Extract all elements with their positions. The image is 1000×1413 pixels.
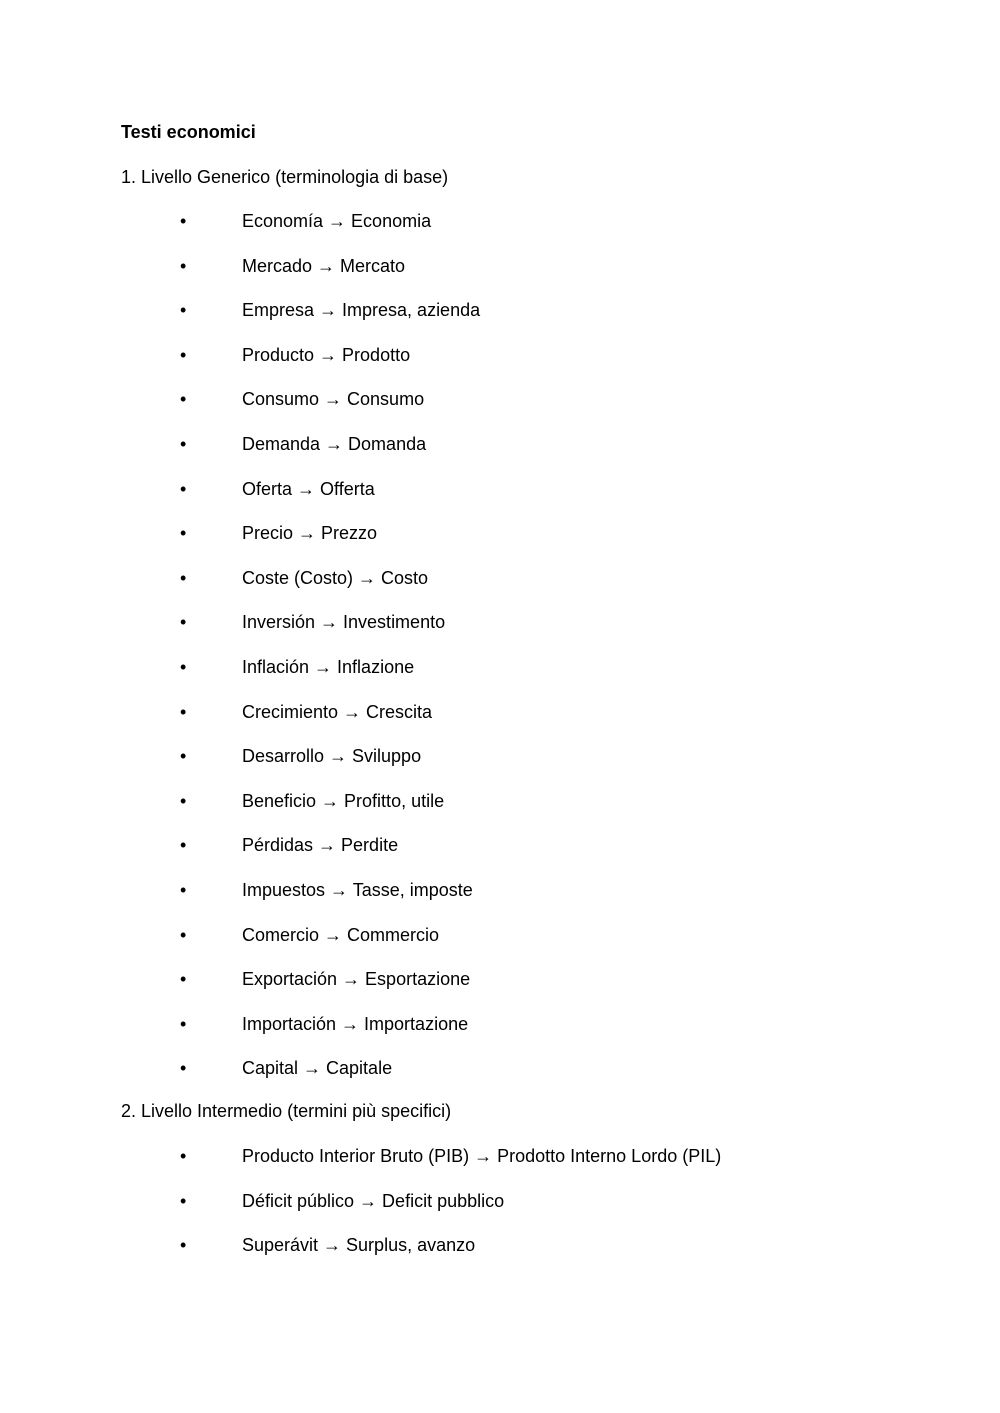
list-item	[0, 789, 1000, 834]
term-translation: Exportación → Esportazione	[242, 969, 471, 990]
bullet-icon: •	[180, 746, 187, 767]
list-item	[0, 1233, 1000, 1278]
list-item	[0, 967, 1000, 1012]
list-item	[0, 744, 1000, 789]
term-translation: Beneficio → Profitto, utile	[242, 790, 445, 811]
term-translation: Empresa → Impresa, azienda	[242, 300, 481, 321]
list-item	[0, 566, 1000, 611]
bullet-icon: •	[180, 300, 187, 321]
list-item	[0, 254, 1000, 299]
term-translation: Capital → Capitale	[242, 1058, 393, 1079]
list-item	[0, 700, 1000, 745]
bullet-icon: •	[180, 835, 187, 856]
term-translation: Inflación → Inflazione	[242, 656, 415, 677]
term-translation: Demanda → Domanda	[242, 433, 427, 454]
term-translation: Consumo → Consumo	[242, 389, 425, 410]
bullet-icon: •	[180, 612, 187, 633]
term-translation: Inversión → Investimento	[242, 612, 446, 633]
bullet-icon: •	[180, 1058, 187, 1079]
bullet-icon: •	[180, 523, 187, 544]
bullet-icon: •	[180, 1190, 187, 1211]
bullet-icon: •	[180, 656, 187, 677]
bullet-icon: •	[180, 790, 187, 811]
bullet-icon: •	[180, 344, 187, 365]
section-heading-generic: 1. Livello Generico (terminologia di base)	[121, 167, 449, 187]
bullet-icon: •	[180, 389, 187, 410]
section-heading-intermediate: 2. Livello Intermedio (termini più specifici)	[121, 1101, 452, 1121]
term-translation: Pérdidas → Perdite	[242, 835, 399, 856]
term-translation: Déficit público → Deficit pubblico	[242, 1190, 505, 1211]
bullet-icon: •	[180, 433, 187, 454]
list-item	[0, 1012, 1000, 1057]
bullet-icon: •	[180, 1013, 187, 1034]
list-item	[0, 878, 1000, 923]
list-item	[0, 1056, 1000, 1101]
bullet-icon: •	[180, 567, 187, 588]
document-title: Testi economici	[121, 122, 256, 142]
term-translation: Impuestos → Tasse, imposte	[242, 879, 473, 900]
term-translation: Coste (Costo) → Costo	[242, 567, 429, 588]
list-item	[0, 923, 1000, 968]
bullet-icon: •	[180, 879, 187, 900]
list-item	[0, 1189, 1000, 1234]
bullet-icon: •	[180, 1235, 187, 1256]
list-item	[0, 1144, 1000, 1189]
term-list-generic	[0, 209, 1000, 1101]
list-item	[0, 477, 1000, 522]
list-item	[0, 387, 1000, 432]
term-translation: Oferta → Offerta	[242, 478, 375, 499]
term-translation: Mercado → Mercato	[242, 255, 406, 276]
bullet-icon: •	[180, 924, 187, 945]
term-translation: Comercio → Commercio	[242, 924, 440, 945]
term-translation: Desarrollo → Sviluppo	[242, 746, 422, 767]
list-item	[0, 343, 1000, 388]
list-item	[0, 610, 1000, 655]
term-translation: Crecimiento → Crescita	[242, 701, 433, 722]
list-item	[0, 209, 1000, 254]
list-item	[0, 833, 1000, 878]
list-item	[0, 432, 1000, 477]
list-item	[0, 298, 1000, 343]
bullet-icon: •	[180, 969, 187, 990]
term-translation: Producto Interior Bruto (PIB) → Prodotto Interno Lordo (PIL)	[242, 1146, 722, 1166]
bullet-icon: •	[180, 1146, 187, 1166]
term-translation: Producto → Prodotto	[242, 344, 411, 365]
term-translation: Economía → Economia	[242, 211, 432, 231]
bullet-icon: •	[180, 211, 187, 231]
list-item	[0, 521, 1000, 566]
bullet-icon: •	[180, 255, 187, 276]
bullet-icon: •	[180, 701, 187, 722]
term-translation: Superávit → Surplus, avanzo	[242, 1235, 476, 1256]
term-list-intermediate	[0, 1144, 1000, 1278]
list-item	[0, 655, 1000, 700]
term-translation: Importación → Importazione	[242, 1013, 469, 1034]
bullet-icon: •	[180, 478, 187, 499]
term-translation: Precio → Prezzo	[242, 523, 378, 544]
